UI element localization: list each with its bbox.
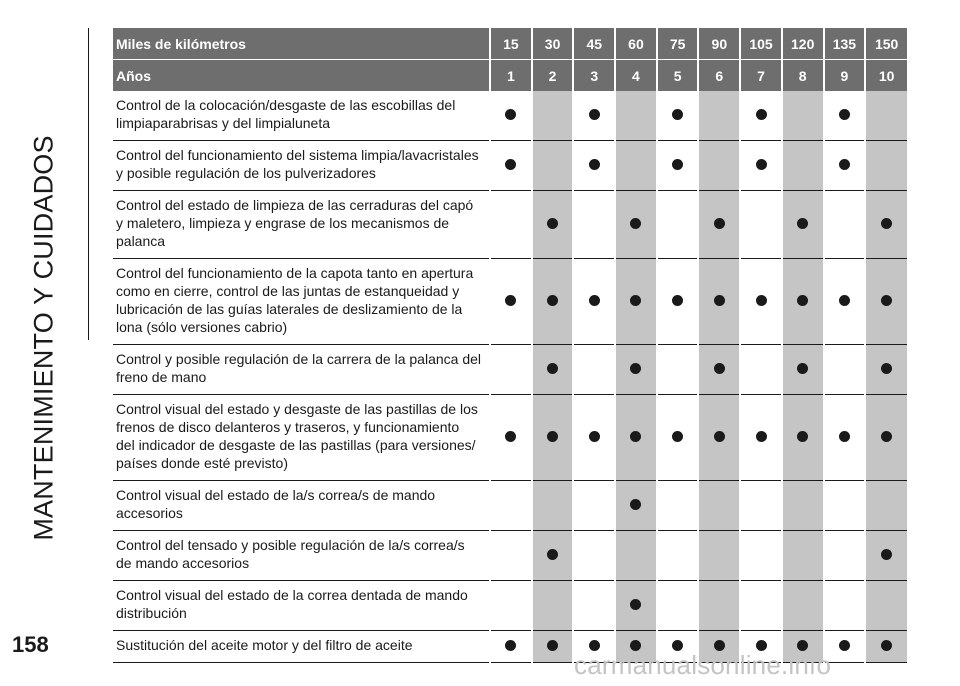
interval-cell [740,481,782,531]
operation-label: Sustitución del aceite motor y del filtro de aceite [113,631,490,663]
check-dot-icon [547,640,558,651]
header-km-value: 30 [532,28,574,60]
check-dot-icon [881,431,892,442]
interval-cell [573,481,615,531]
interval-cell [740,91,782,141]
interval-cell [865,91,907,141]
interval-cell [615,345,657,395]
header-km-label: Miles de kilómetros [113,28,490,60]
header-year-value: 8 [782,60,824,92]
table-row [113,345,907,395]
interval-cell [782,531,824,581]
interval-cell [490,259,532,345]
check-dot-icon [881,295,892,306]
check-dot-icon [839,295,850,306]
check-dot-icon [756,159,767,170]
check-dot-icon [589,109,600,120]
operation-label: Control de la colocación/desgaste de las escobillas del limpiaparabrisas y del limpialuneta [113,91,490,141]
interval-cell [532,395,574,481]
interval-cell [573,531,615,581]
interval-cell [490,91,532,141]
operation-label: Control visual del estado de la correa dentada de mando distribución [113,581,490,631]
interval-cell [490,191,532,259]
interval-cell [865,141,907,191]
header-year-value: 1 [490,60,532,92]
interval-cell [824,581,866,631]
interval-cell [698,191,740,259]
header-year-value: 9 [824,60,866,92]
interval-cell [615,141,657,191]
interval-cell [615,259,657,345]
header-km-value: 120 [782,28,824,60]
check-dot-icon [756,431,767,442]
check-dot-icon [589,159,600,170]
interval-cell [573,91,615,141]
check-dot-icon [547,218,558,229]
header-year-value: 5 [657,60,699,92]
header-row-years [113,60,907,92]
interval-cell [532,345,574,395]
interval-cell [615,481,657,531]
interval-cell [657,259,699,345]
check-dot-icon [672,109,683,120]
table-row [113,91,907,141]
interval-cell [740,345,782,395]
interval-cell [657,191,699,259]
check-dot-icon [672,295,683,306]
interval-cell [490,141,532,191]
check-dot-icon [672,431,683,442]
check-dot-icon [881,363,892,374]
check-dot-icon [714,295,725,306]
header-years-label: Años [113,60,490,92]
check-dot-icon [630,640,641,651]
check-dot-icon [756,640,767,651]
watermark: carmanualsonline.info [574,650,832,680]
check-dot-icon [839,109,850,120]
interval-cell [573,345,615,395]
check-dot-icon [756,295,767,306]
operation-label: Control y posible regulación de la carrera de la palanca del freno de mano [113,345,490,395]
check-dot-icon [797,363,808,374]
maintenance-schedule-table [113,28,907,663]
header-km-value: 90 [698,28,740,60]
interval-cell [490,395,532,481]
interval-cell [657,531,699,581]
check-dot-icon [797,431,808,442]
interval-cell [615,395,657,481]
header-km-value: 135 [824,28,866,60]
interval-cell [573,395,615,481]
check-dot-icon [797,295,808,306]
check-dot-icon [589,640,600,651]
section-side-title-text: MANTENIMIENTO Y CUIDADOS [28,135,59,541]
check-dot-icon [797,640,808,651]
interval-cell [740,141,782,191]
table-row [113,531,907,581]
interval-cell [532,631,574,663]
check-dot-icon [797,218,808,229]
check-dot-icon [505,159,516,170]
operation-label: Control del tensado y posible regulación de la/s correa/s de mando accesorios [113,531,490,581]
check-dot-icon [672,640,683,651]
interval-cell [740,259,782,345]
check-dot-icon [714,218,725,229]
interval-cell [657,91,699,141]
table-row [113,481,907,531]
header-year-value: 10 [865,60,907,92]
check-dot-icon [630,218,641,229]
header-year-value: 4 [615,60,657,92]
operation-label: Control visual del estado de la/s correa/s de mando accesorios [113,481,490,531]
interval-cell [740,581,782,631]
check-dot-icon [714,640,725,651]
interval-cell [573,141,615,191]
header-year-value: 3 [573,60,615,92]
header-year-value: 7 [740,60,782,92]
check-dot-icon [547,431,558,442]
interval-cell [698,259,740,345]
interval-cell [532,581,574,631]
interval-cell [740,191,782,259]
interval-cell [824,259,866,345]
header-km-value: 60 [615,28,657,60]
check-dot-icon [547,549,558,560]
table-row [113,395,907,481]
check-dot-icon [630,295,641,306]
interval-cell [865,481,907,531]
interval-cell [657,395,699,481]
table-row [113,581,907,631]
table-row [113,259,907,345]
check-dot-icon [839,640,850,651]
check-dot-icon [881,218,892,229]
interval-cell [782,259,824,345]
interval-cell [782,141,824,191]
page-number: 158 [12,632,49,657]
interval-cell [615,581,657,631]
check-dot-icon [505,295,516,306]
check-dot-icon [714,363,725,374]
interval-cell [490,581,532,631]
interval-cell [615,531,657,581]
header-year-value: 6 [698,60,740,92]
check-dot-icon [672,159,683,170]
interval-cell [865,531,907,581]
check-dot-icon [505,640,516,651]
interval-cell [698,531,740,581]
table-row [113,191,907,259]
interval-cell [657,345,699,395]
interval-cell [615,191,657,259]
interval-cell [698,395,740,481]
check-dot-icon [505,109,516,120]
interval-cell [532,531,574,581]
interval-cell [865,631,907,663]
operation-label: Control del estado de limpieza de las cerraduras del capó y maletero, limpieza y engrase de los mecanismos de palanca [113,191,490,259]
header-km-value: 150 [865,28,907,60]
interval-cell [657,141,699,191]
interval-cell [573,581,615,631]
interval-cell [824,481,866,531]
interval-cell [698,91,740,141]
check-dot-icon [630,363,641,374]
side-divider [88,28,89,340]
operation-label: Control del funcionamiento de la capota tanto en apertura como en cierre, control de las juntas de estanqueidad y lubricación de las guías laterales de deslizamiento de la lona (sólo versiones cabrio) [113,259,490,345]
check-dot-icon [630,599,641,610]
check-dot-icon [630,431,641,442]
check-dot-icon [505,431,516,442]
check-dot-icon [547,295,558,306]
check-dot-icon [881,549,892,560]
interval-cell [865,395,907,481]
header-km-value: 15 [490,28,532,60]
interval-cell [698,345,740,395]
operation-label: Control del funcionamiento del sistema limpia/lavacristales y posible regulación de los pulverizadores [113,141,490,191]
table-row [113,141,907,191]
interval-cell [573,259,615,345]
header-year-value: 2 [532,60,574,92]
header-km-value: 75 [657,28,699,60]
interval-cell [824,191,866,259]
interval-cell [740,395,782,481]
interval-cell [865,191,907,259]
interval-cell [532,481,574,531]
check-dot-icon [589,295,600,306]
interval-cell [865,581,907,631]
interval-cell [615,91,657,141]
check-dot-icon [756,109,767,120]
interval-cell [865,345,907,395]
interval-cell [824,395,866,481]
interval-cell [657,581,699,631]
interval-cell [824,345,866,395]
interval-cell [782,481,824,531]
operation-label: Control visual del estado y desgaste de las pastillas de los frenos de disco delanteros y traseros, y funcionamiento del indicador de desgaste de las pastillas (para versiones/ países donde esté previsto) [113,395,490,481]
interval-cell [657,481,699,531]
header-km-value: 105 [740,28,782,60]
check-dot-icon [839,431,850,442]
interval-cell [698,481,740,531]
interval-cell [490,531,532,581]
check-dot-icon [839,159,850,170]
check-dot-icon [881,640,892,651]
interval-cell [490,345,532,395]
interval-cell [865,259,907,345]
interval-cell [782,581,824,631]
interval-cell [698,141,740,191]
interval-cell [532,191,574,259]
interval-cell [782,91,824,141]
interval-cell [532,91,574,141]
interval-cell [532,141,574,191]
interval-cell [782,395,824,481]
interval-cell [782,191,824,259]
interval-cell [490,631,532,663]
check-dot-icon [589,431,600,442]
interval-cell [824,91,866,141]
check-dot-icon [714,431,725,442]
interval-cell [573,191,615,259]
interval-cell [698,581,740,631]
interval-cell [824,531,866,581]
interval-cell [740,531,782,581]
header-km-value: 45 [573,28,615,60]
check-dot-icon [630,499,641,510]
check-dot-icon [547,363,558,374]
interval-cell [782,345,824,395]
header-row-km [113,28,907,60]
interval-cell [490,481,532,531]
interval-cell [824,141,866,191]
interval-cell [532,259,574,345]
